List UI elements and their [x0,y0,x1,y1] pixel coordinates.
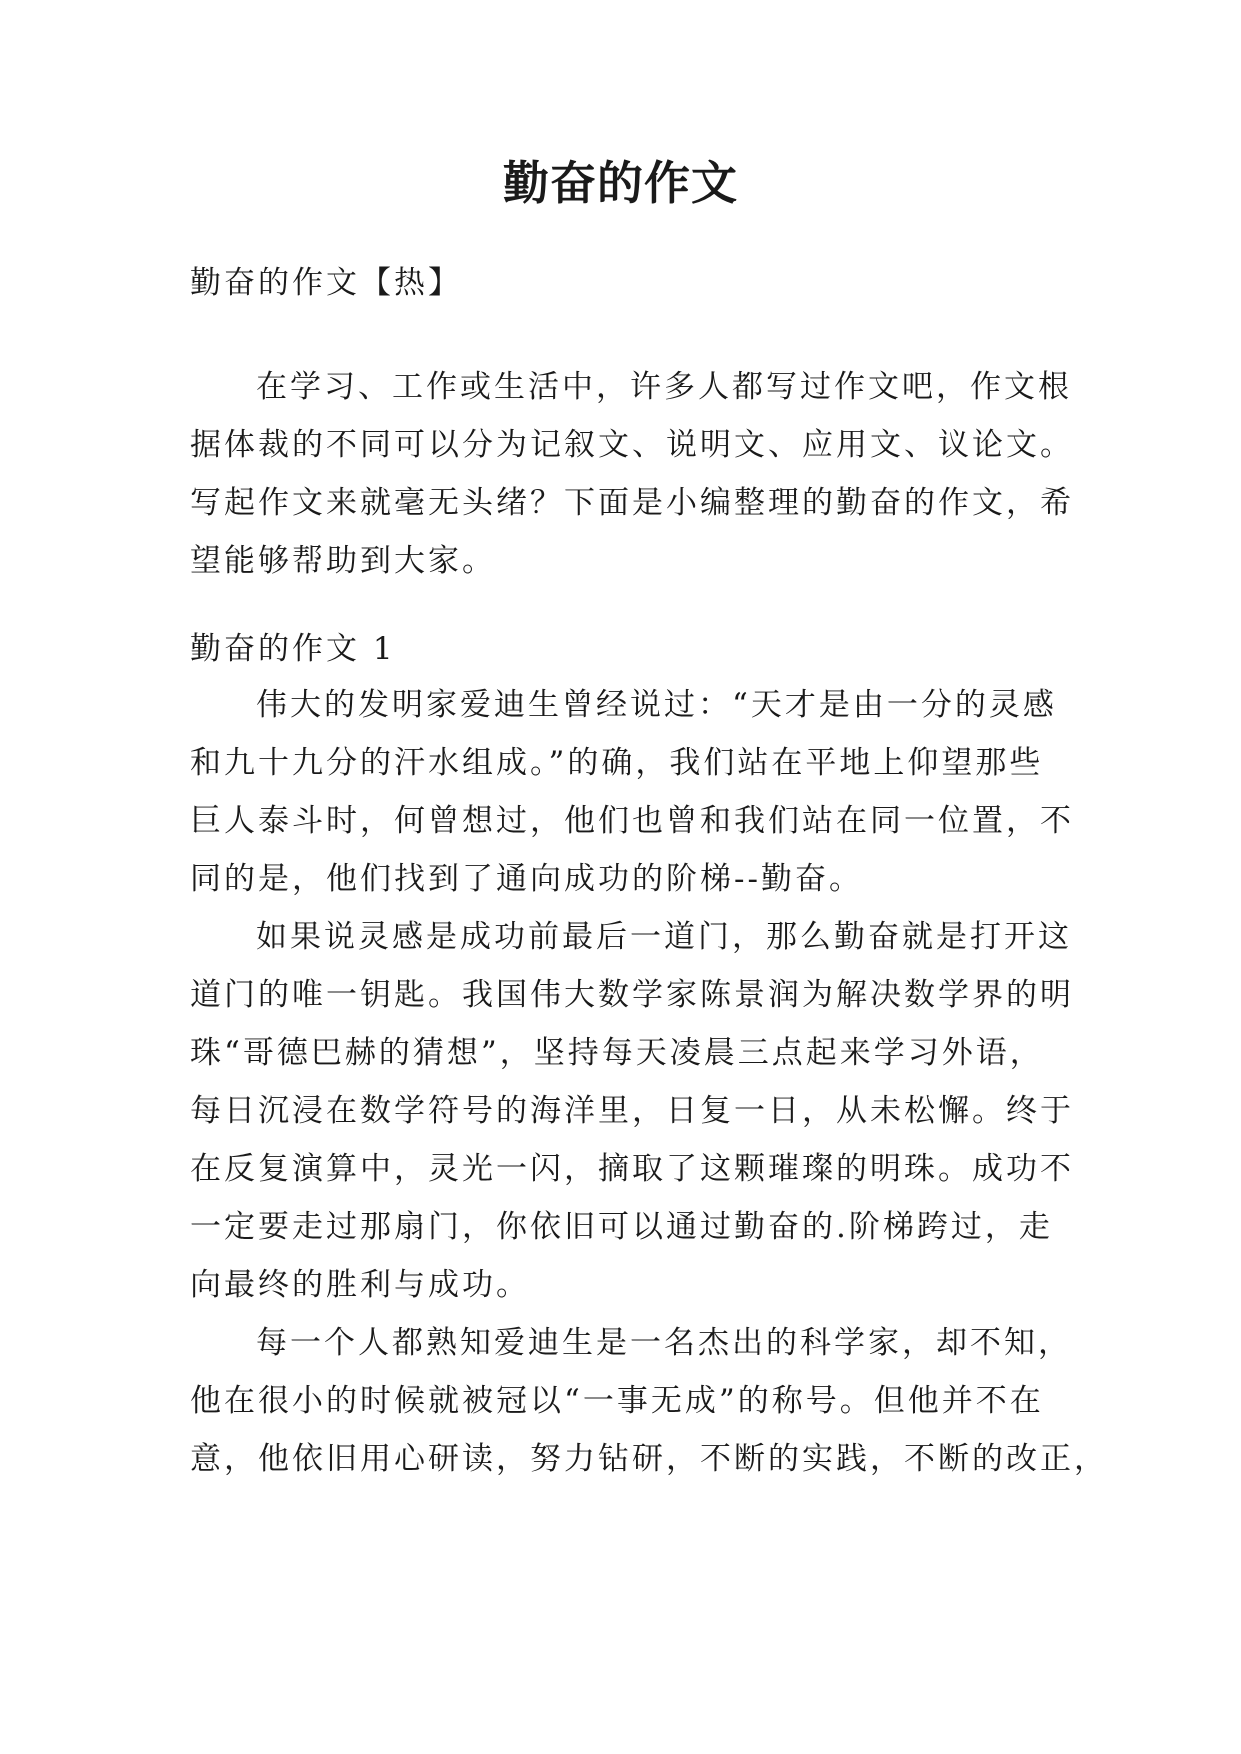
paragraph-line: 道门的唯一钥匙。我国伟大数学家陈景润为解决数学界的明 [190,977,1074,1013]
intro-paragraph [190,358,1080,590]
paragraph-line: 每一个人都熟知爱迪生是一名杰出的科学家，却不知， [256,1325,1072,1361]
section-heading-1 [190,620,1080,678]
subtitle-text: 勤奋的作文【热】 [190,265,462,301]
paragraph-line: 据体裁的不同可以分为记叙文、说明文、应用文、议论文。 [190,427,1074,463]
paragraph-line: 望能够帮助到大家。 [190,543,496,579]
paragraph-line: 同的是，他们找到了通向成功的阶梯--勤奋。 [190,861,863,897]
paragraph-line: 每日沉浸在数学符号的海洋里，日复一日，从未松懈。终于 [190,1093,1074,1129]
essay-paragraph-2 [190,908,1080,1314]
paragraph-line: 他在很小的时候就被冠以“一事无成”的称号。但他并不在 [190,1383,1044,1419]
paragraph-line: 珠“哥德巴赫的猜想”，坚持每天凌晨三点起来学习外语， [190,1035,1044,1071]
document-title: 勤奋的作文 [503,156,738,210]
paragraph-line: 在反复演算中，灵光一闪，摘取了这颗璀璨的明珠。成功不 [190,1151,1074,1187]
essay-paragraph-3 [190,1314,1108,1488]
paragraph-line: 和九十九分的汗水组成。”的确，我们站在平地上仰望那些 [190,745,1044,781]
paragraph-line: 一定要走过那扇门，你依旧可以通过勤奋的.阶梯跨过，走 [190,1209,1053,1245]
paragraph-line: 巨人泰斗时，何曾想过，他们也曾和我们站在同一位置，不 [190,803,1074,839]
essay-paragraph-1 [190,676,1080,908]
paragraph-line: 伟大的发明家爱迪生曾经说过：“天才是由一分的灵感 [256,687,1057,723]
document-subtitle [190,254,1080,312]
paragraph-line: 向最终的胜利与成功。 [190,1267,530,1303]
paragraph-line: 意，他依旧用心研读，努力钻研，不断的实践，不断的改正， [190,1441,1108,1477]
paragraph-line: 写起作文来就毫无头绪？下面是小编整理的勤奋的作文，希 [190,485,1074,521]
section-heading-text: 勤奋的作文 1 [190,631,396,667]
paragraph-line: 如果说灵感是成功前最后一道门，那么勤奋就是打开这 [256,919,1072,955]
paragraph-line: 在学习、工作或生活中，许多人都写过作文吧，作文根 [256,369,1072,405]
